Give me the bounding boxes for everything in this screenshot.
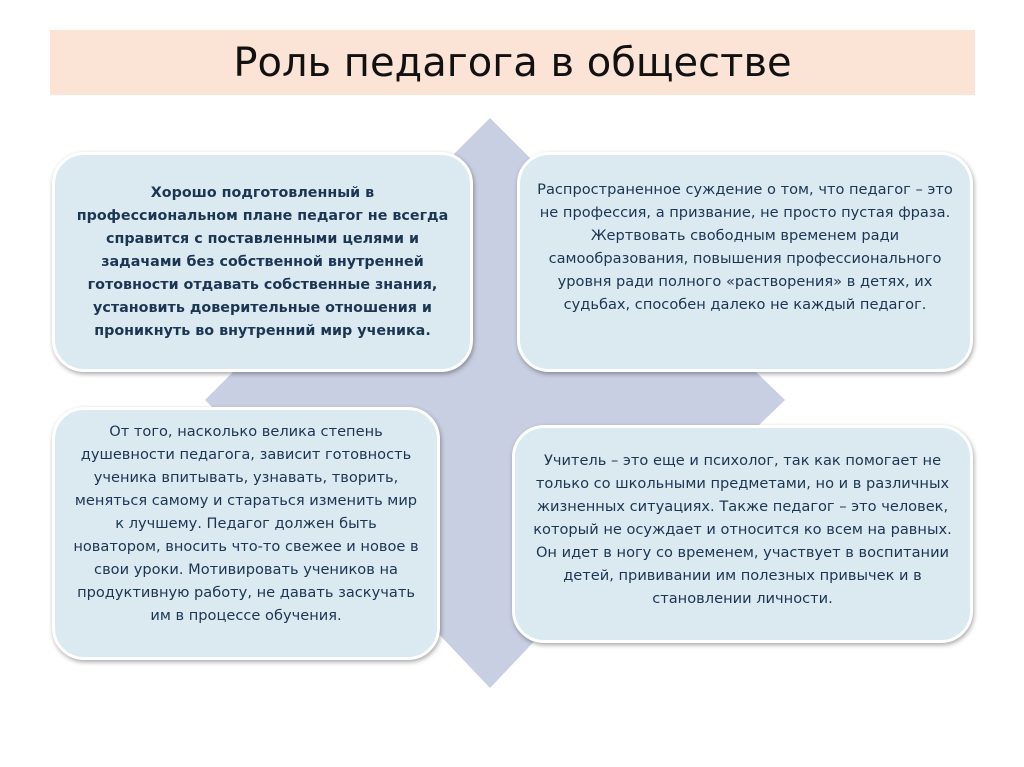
box-text: Распространенное суждение о том, что педагог – это не профессия, а призвание, не просто пустая фраза. Жертвовать свободным временем ради самообразования, повышения профессионального уровня ради полного «растворения» в детях, их судьбах, способен далеко не каждый педагог. xyxy=(537,181,953,313)
text-box-bottom-left xyxy=(52,407,440,660)
text-box-bottom-right xyxy=(512,425,973,643)
box-text: Учитель – это еще и психолог, так как помогает не только со школьными предметами, но и в различных жизненных ситуациях. Также педагог – это человек, который не осуждает и относится ко всем на равных. Он идет в ногу со временем, участвует в воспитании детей, прививании им полезных привычек и в становлении личности. xyxy=(533,451,952,607)
text-box-top-left xyxy=(52,152,473,372)
slide-title: Роль педагога в обществе xyxy=(233,39,792,86)
text-box-top-right xyxy=(517,152,973,372)
box-text: От того, насколько велика степень душевности педагога, зависит готовность ученика впитывать, узнавать, творить, меняться самому и стараться изменить мир к лучшему. Педагог должен быть новатором, вносить что-то свежее и новое в свои уроки. Мотивировать учеников на продуктивную работу, не давать заскучать им в процессе обучения. xyxy=(73,423,419,624)
box-text: Хорошо подготовленный в профессиональном плане педагог не всегда справится с поставленными целями и задачами без собственной внутренней готовности отдавать собственные знания, установить доверительные отношения и проникнуть во внутренний мир ученика. xyxy=(76,184,449,339)
